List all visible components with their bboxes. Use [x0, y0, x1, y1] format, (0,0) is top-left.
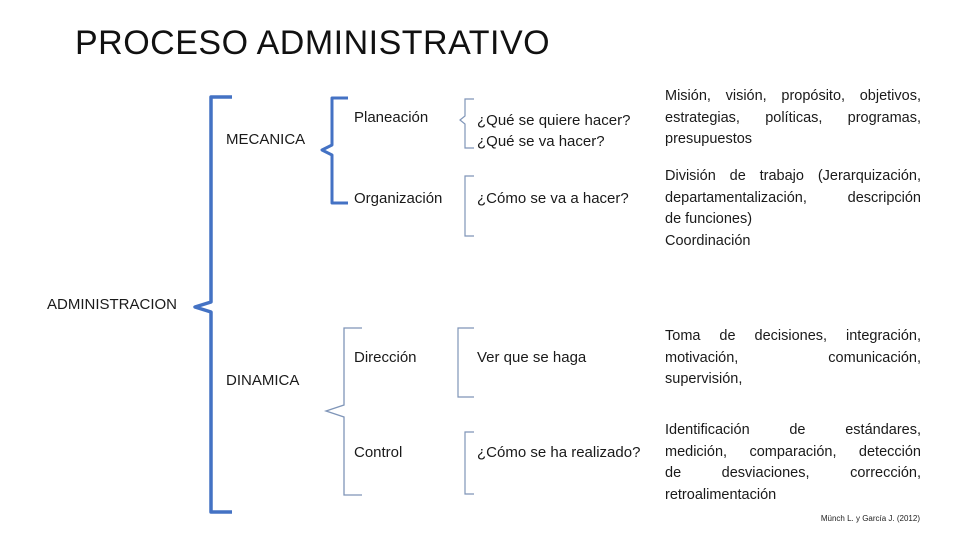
- description-line: medición, comparación, detección: [665, 443, 921, 460]
- mecanica-bracket: [322, 98, 348, 203]
- root-bracket: [195, 97, 232, 512]
- description-control: [665, 420, 921, 506]
- description-line: Misión, visión, propósito, objetivos,: [665, 88, 921, 104]
- description-line: departamentalización, descripción: [665, 189, 921, 206]
- description-line: Identificación de estándares,: [665, 422, 921, 438]
- description-line: de funciones): [665, 211, 753, 227]
- control-question-bracket: [465, 432, 474, 494]
- description-line: estrategias, políticas, programas,: [665, 109, 921, 126]
- branch-label-mecanica: MECANICA: [226, 131, 306, 148]
- stage-direccion: Dirección: [354, 349, 417, 366]
- page-title: PROCESO ADMINISTRATIVO: [75, 24, 551, 62]
- stage-planeacion: Planeación: [354, 109, 429, 126]
- description-direccion: [665, 326, 921, 391]
- description-line: supervisión,: [665, 371, 743, 387]
- description-planeacion: [665, 86, 921, 151]
- question-organizacion: ¿Cómo se va a hacer?: [477, 190, 629, 207]
- root-label: ADMINISTRACION: [47, 296, 178, 313]
- questions-planeacion: [477, 110, 630, 152]
- question-text: ¿Qué se quiere hacer?: [477, 112, 631, 129]
- description-line: presupuestos: [665, 131, 753, 147]
- description-line: División de trabajo (Jerarquización,: [665, 168, 921, 184]
- organizacion-question-bracket: [465, 176, 474, 236]
- description-line: de desviaciones, corrección,: [665, 465, 921, 481]
- description-line: Coordinación: [665, 232, 751, 249]
- branch-label-dinamica: DINAMICA: [226, 372, 300, 389]
- description-line: retroalimentación: [665, 486, 777, 503]
- stage-control: Control: [354, 444, 403, 461]
- question-direccion: Ver que se haga: [477, 349, 587, 366]
- stage-organizacion: Organización: [354, 190, 443, 207]
- question-control: ¿Cómo se ha realizado?: [477, 444, 641, 461]
- planeacion-question-bracket: [460, 99, 474, 148]
- description-line: motivación, comunicación,: [665, 349, 921, 366]
- citation: Münch L. y García J. (2012): [820, 514, 920, 523]
- direccion-question-bracket: [458, 328, 474, 397]
- description-organizacion: [665, 166, 921, 252]
- description-line: Toma de decisiones, integración,: [665, 328, 921, 344]
- question-text: ¿Qué se va hacer?: [477, 133, 605, 150]
